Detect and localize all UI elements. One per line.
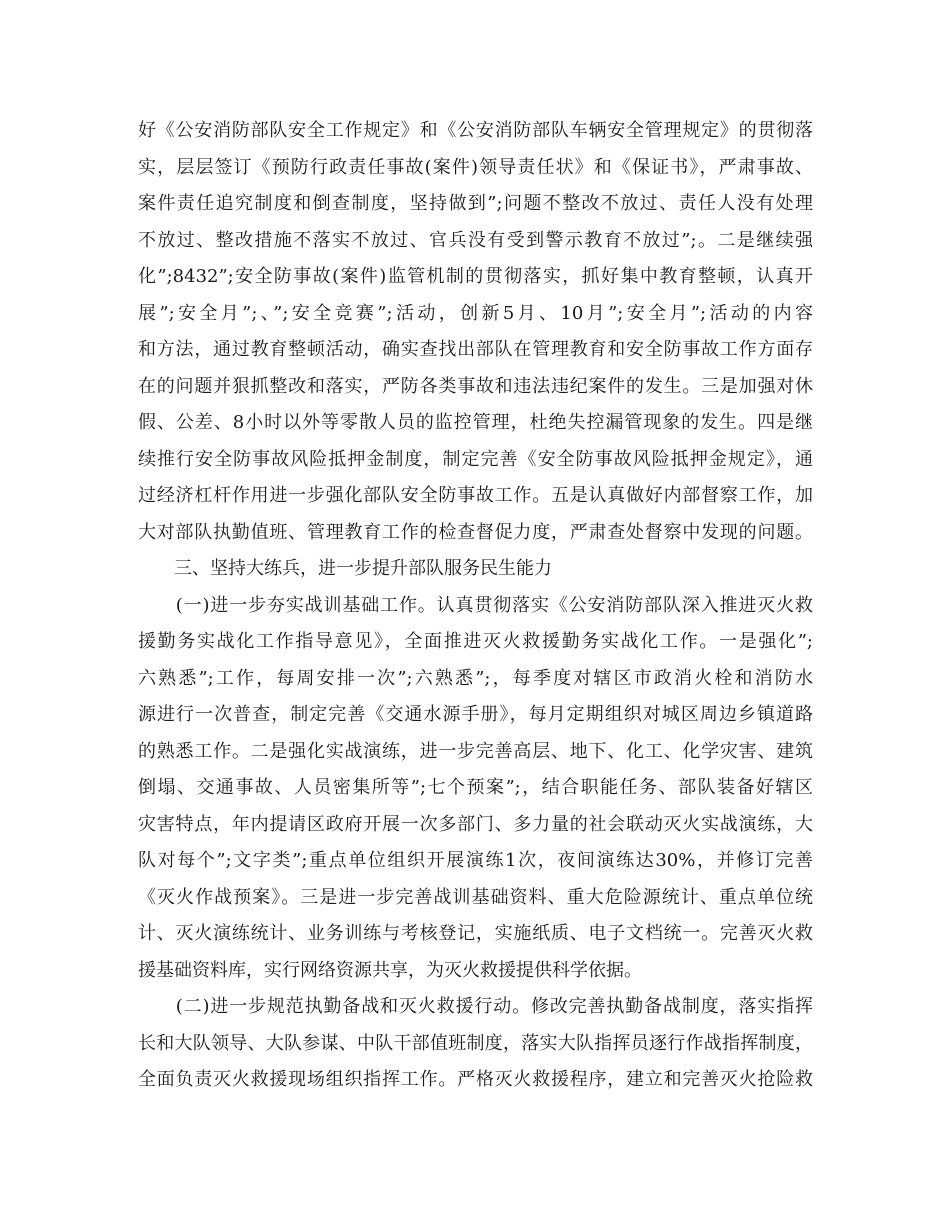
text-line: 不放过、整改措施不落实不放过、官兵没有受到警示教育不放过”;。二是继续强 xyxy=(138,229,813,251)
text-line: 长和大队领导、大队参谋、中队干部值班制度，落实大队指挥员逐行作战指挥制度， xyxy=(138,1032,813,1054)
text-line: 计、灭火演练统计、业务训练与考核登记，实施纸质、电子文档统一。完善灭火救 xyxy=(138,923,813,944)
text-line: 假、公差、8小时以外等零散人员的监控管理，杜绝失控漏管现象的发生。四是继 xyxy=(138,412,813,433)
text-line: 援基础资料库，实行网络资源共享，为灭火救援提供科学依据。 xyxy=(138,959,642,981)
text-line: 的熟悉工作。二是强化实战演练，进一步完善高层、地下、化工、化学灾害、建筑 xyxy=(138,740,813,762)
body-text xyxy=(138,113,813,1099)
text-line: 和方法，通过教育整顿活动，确实查找出部队在管理教育和安全防事故工作方面存 xyxy=(138,339,813,360)
text-line: 全面负责灭火救援现场组织指挥工作。严格灭火救援程序，建立和完善灭火抢险救 xyxy=(138,1069,813,1090)
text-line: 续推行安全防事故风险抵押金制度，制定完善《安全防事故风险抵押金规定》，通 xyxy=(138,448,813,470)
text-line: 大对部队执勤值班、管理教育工作的检查督促力度，严肃查处督察中发现的问题。 xyxy=(138,521,813,543)
text-line: 在的问题并狠抓整改和落实，严防各类事故和违法违纪案件的发生。三是加强对休 xyxy=(138,375,813,397)
text-line: 过经济杠杆作用进一步强化部队安全防事故工作。五是认真做好内部督察工作，加 xyxy=(138,485,813,506)
text-line: 倒塌、交通事故、人员密集所等”;七个预案”;，结合职能任务、部队装备好辖区 xyxy=(138,777,813,798)
text-line: 六熟悉”;工作，每周安排一次”;六熟悉”;，每季度对辖区市政消火栓和消防水 xyxy=(138,667,813,689)
text-line: 援勤务实战化工作指导意见》，全面推进灭火救援勤务实战化工作。一是强化”; xyxy=(138,631,813,652)
text-line: 好《公安消防部队安全工作规定》和《公安消防部队车辆安全管理规定》的贯彻落 xyxy=(138,120,813,141)
text-line: 灾害特点，年内提请区政府开展一次多部门、多力量的社会联动灭火实战演练，大 xyxy=(138,813,813,835)
text-line: 《灭火作战预案》。三是进一步完善战训基础资料、重大危险源统计、重点单位统 xyxy=(138,886,813,908)
text-line: (一)进一步夯实战训基础工作。认真贯彻落实《公安消防部队深入推进灭火救 xyxy=(138,594,813,616)
section-heading: 三、坚持大练兵，进一步提升部队服务民生能力 xyxy=(138,558,552,579)
text-line: 化”;8432”;安全防事故(案件)监管机制的贯彻落实，抓好集中教育整顿，认真开 xyxy=(138,266,813,287)
text-line: 案件责任追究制度和倒查制度，坚持做到”;问题不整改不放过、责任人没有处理 xyxy=(138,193,813,214)
text-line: 队对每个”;文字类”;重点单位组织开展演练1次，夜间演练达30%，并修订完善 xyxy=(138,850,813,871)
text-line: 源进行一次普查，制定完善《交通水源手册》，每月定期组织对城区周边乡镇道路 xyxy=(138,704,813,725)
text-line: 实，层层签订《预防行政责任事故(案件)领导责任状》和《保证书》，严肃事故、 xyxy=(138,156,813,178)
text-line: (二)进一步规范执勤备战和灭火救援行动。修改完善执勤备战制度，落实指挥 xyxy=(138,996,813,1017)
text-line: 展”;安全月”;、”;安全竞赛”;活动，创新5月、10月”;安全月”;活动的内容 xyxy=(138,302,813,324)
